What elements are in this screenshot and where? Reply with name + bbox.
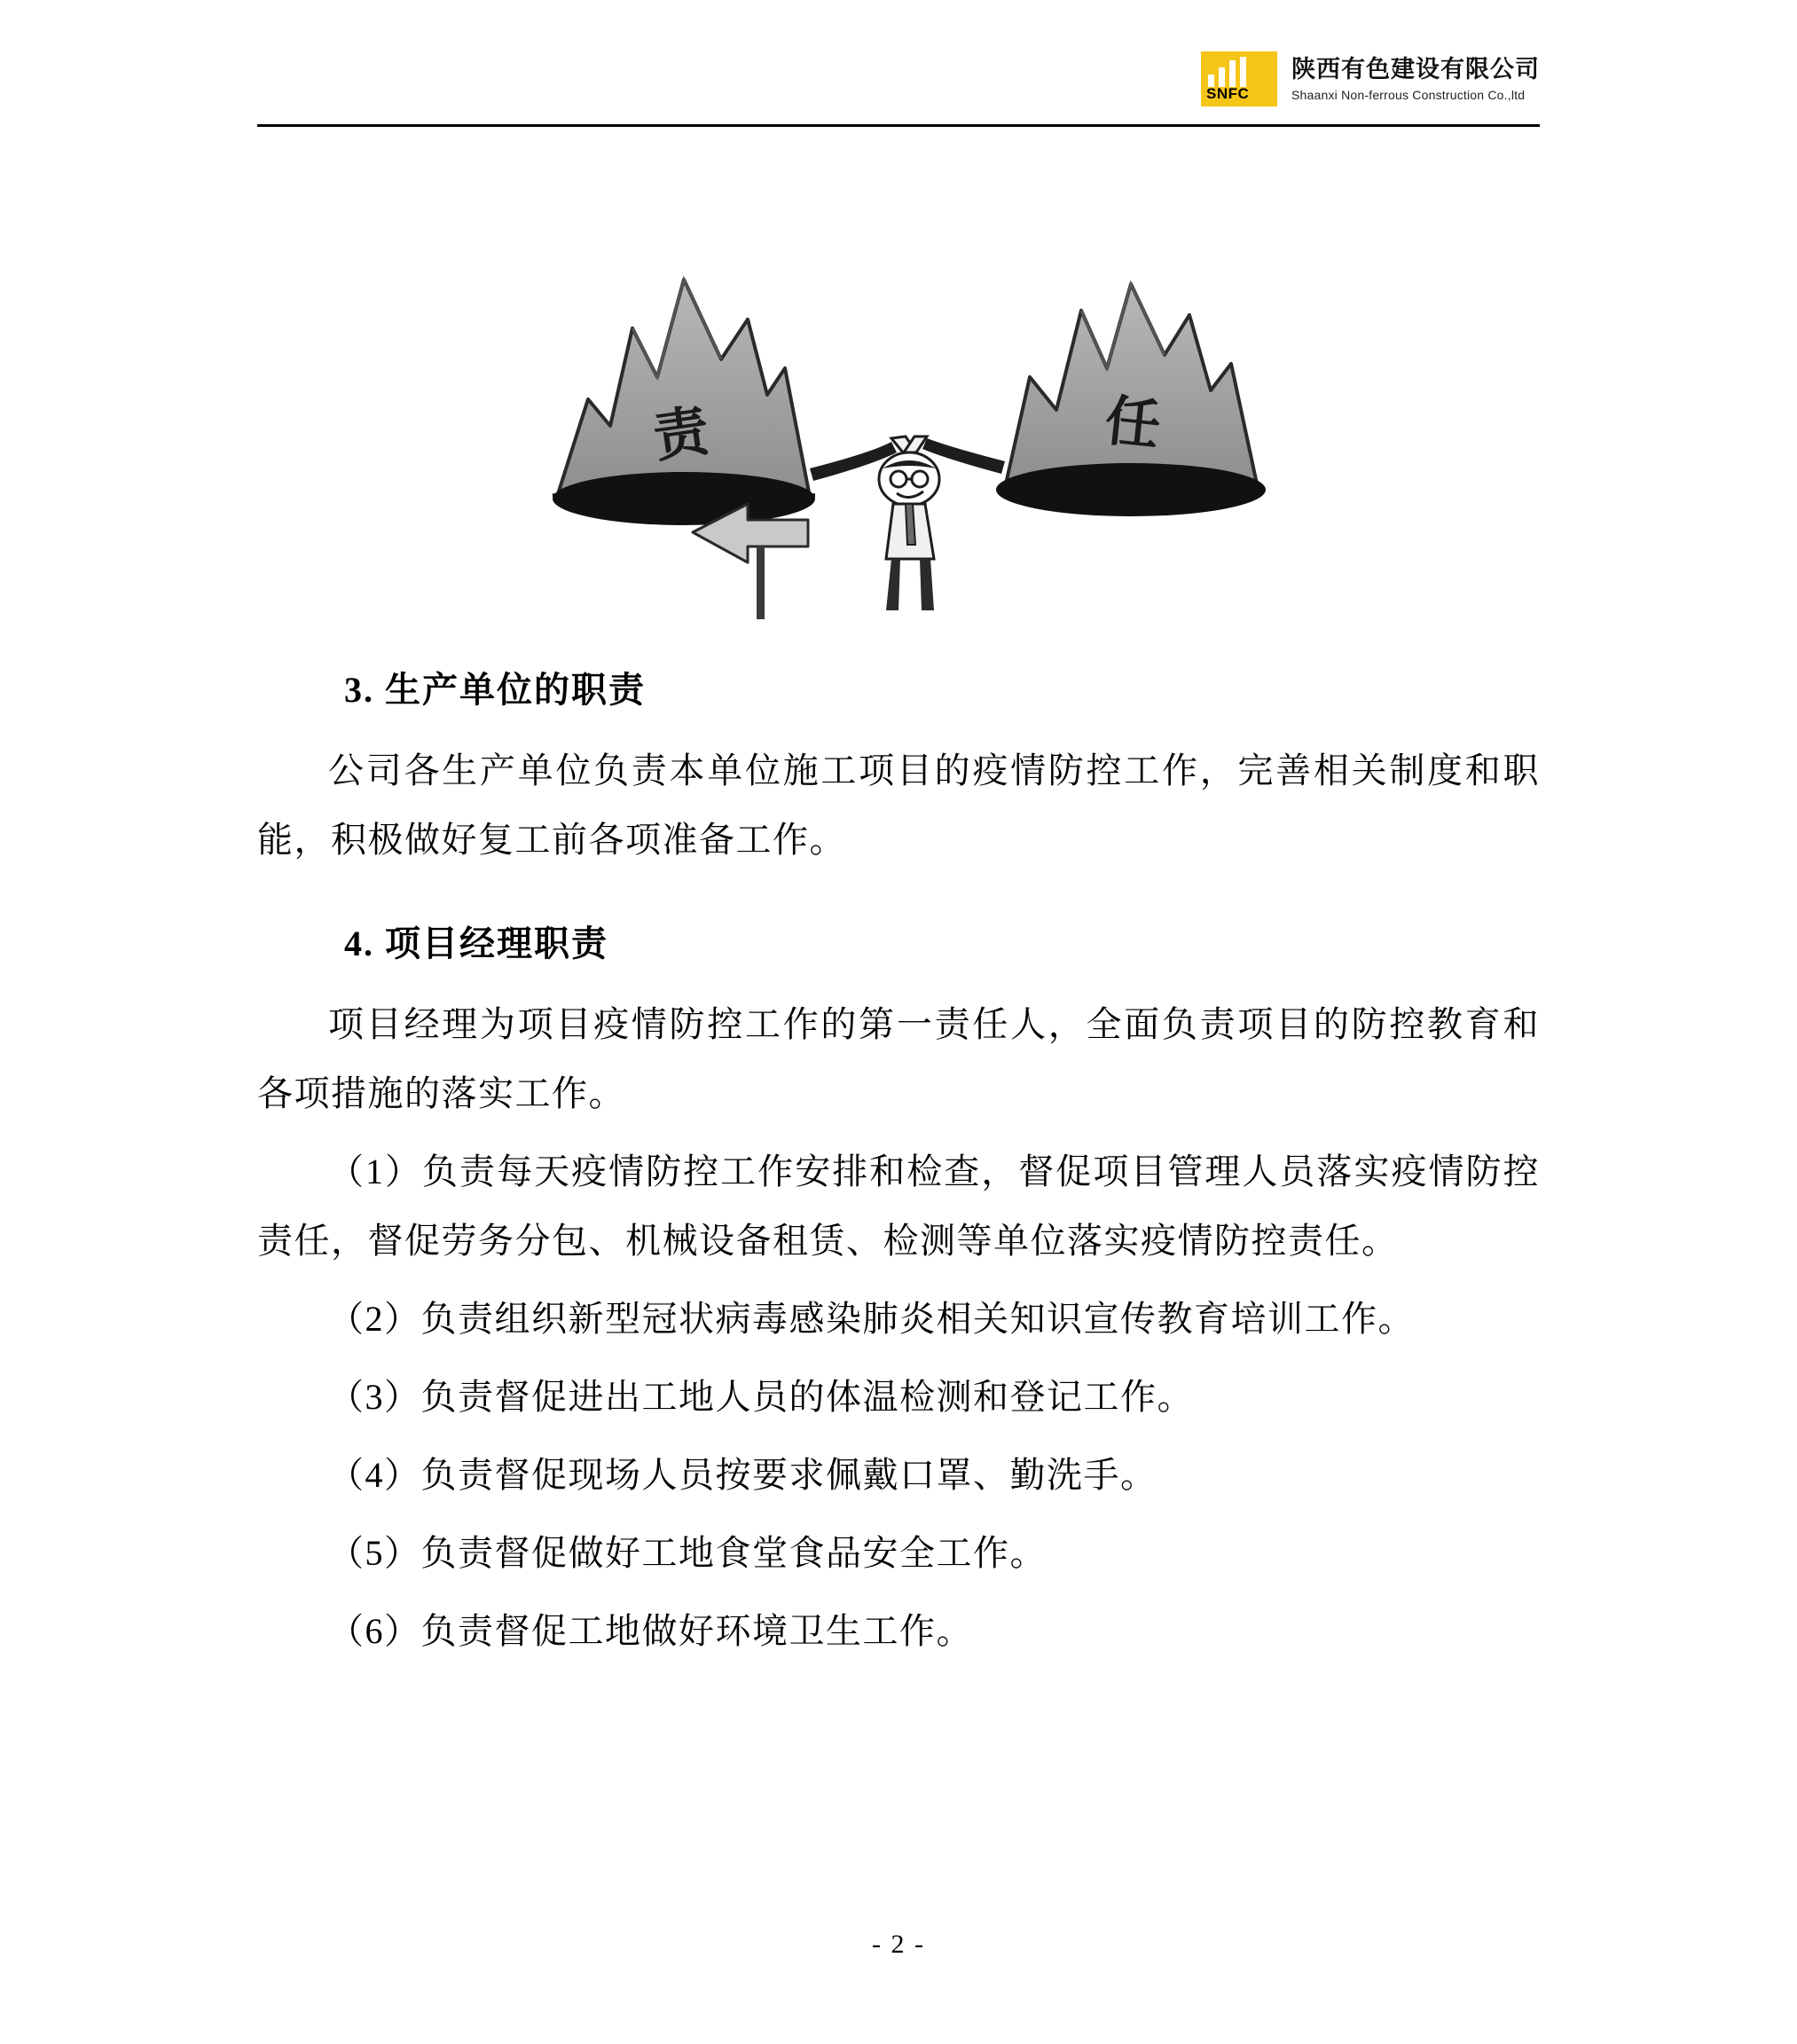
logo-bars-icon [1208, 57, 1246, 87]
heading-section-3: 3. 生产单位的职责 [344, 670, 646, 710]
snfc-logo-icon [1201, 51, 1277, 106]
cartoon-svg [455, 186, 1342, 621]
company-logo-block [1201, 51, 1540, 106]
header-divider [257, 124, 1540, 127]
logo-wordmark: SNFC [1206, 85, 1250, 102]
list-item-1: （1）负责每天疫情防控工作安排和检查，督促项目管理人员落实疫情防控责任，督促劳务分包、机械设备租赁、检测等单位落实疫情防控责任。 [257, 1152, 1540, 1261]
responsibility-cartoon-image [455, 186, 1342, 621]
page-header [257, 0, 1540, 133]
list-item-2: （2）负责组织新型冠状病毒感染肺炎相关知识宣传教育培训工作。 [328, 1299, 1415, 1339]
company-name-block [1291, 55, 1540, 103]
company-name-cn: 陕西有色建设有限公司 [1291, 55, 1540, 83]
list-item-4: （4）负责督促现场人员按要求佩戴口罩、勤洗手。 [328, 1455, 1157, 1495]
paragraph-section-3: 公司各生产单位负责本单位施工项目的疫情防控工作，完善相关制度和职能，积极做好复工前各项准备工作。 [257, 751, 1540, 860]
list-item-5: （5）负责督促做好工地食堂食品安全工作。 [328, 1533, 1047, 1573]
list-item-6: （6）负责督促工地做好环境卫生工作。 [328, 1611, 973, 1651]
paragraph-section-4: 项目经理为项目疫情防控工作的第一责任人，全面负责项目的防控教育和各项措施的落实工作。 [257, 1004, 1540, 1113]
svg-text:责: 责 [649, 400, 713, 469]
svg-text:任: 任 [1102, 390, 1164, 458]
figure-container [257, 186, 1540, 621]
company-name-en: Shaanxi Non-ferrous Construction Co.,ltd [1291, 87, 1526, 102]
page-number: - 2 - [872, 1930, 925, 1959]
cartoon-man [879, 436, 939, 610]
list-item-3: （3）负责督促进出工地人员的体温检测和登记工作。 [328, 1377, 1194, 1417]
heading-section-4: 4. 项目经理职责 [344, 924, 608, 963]
